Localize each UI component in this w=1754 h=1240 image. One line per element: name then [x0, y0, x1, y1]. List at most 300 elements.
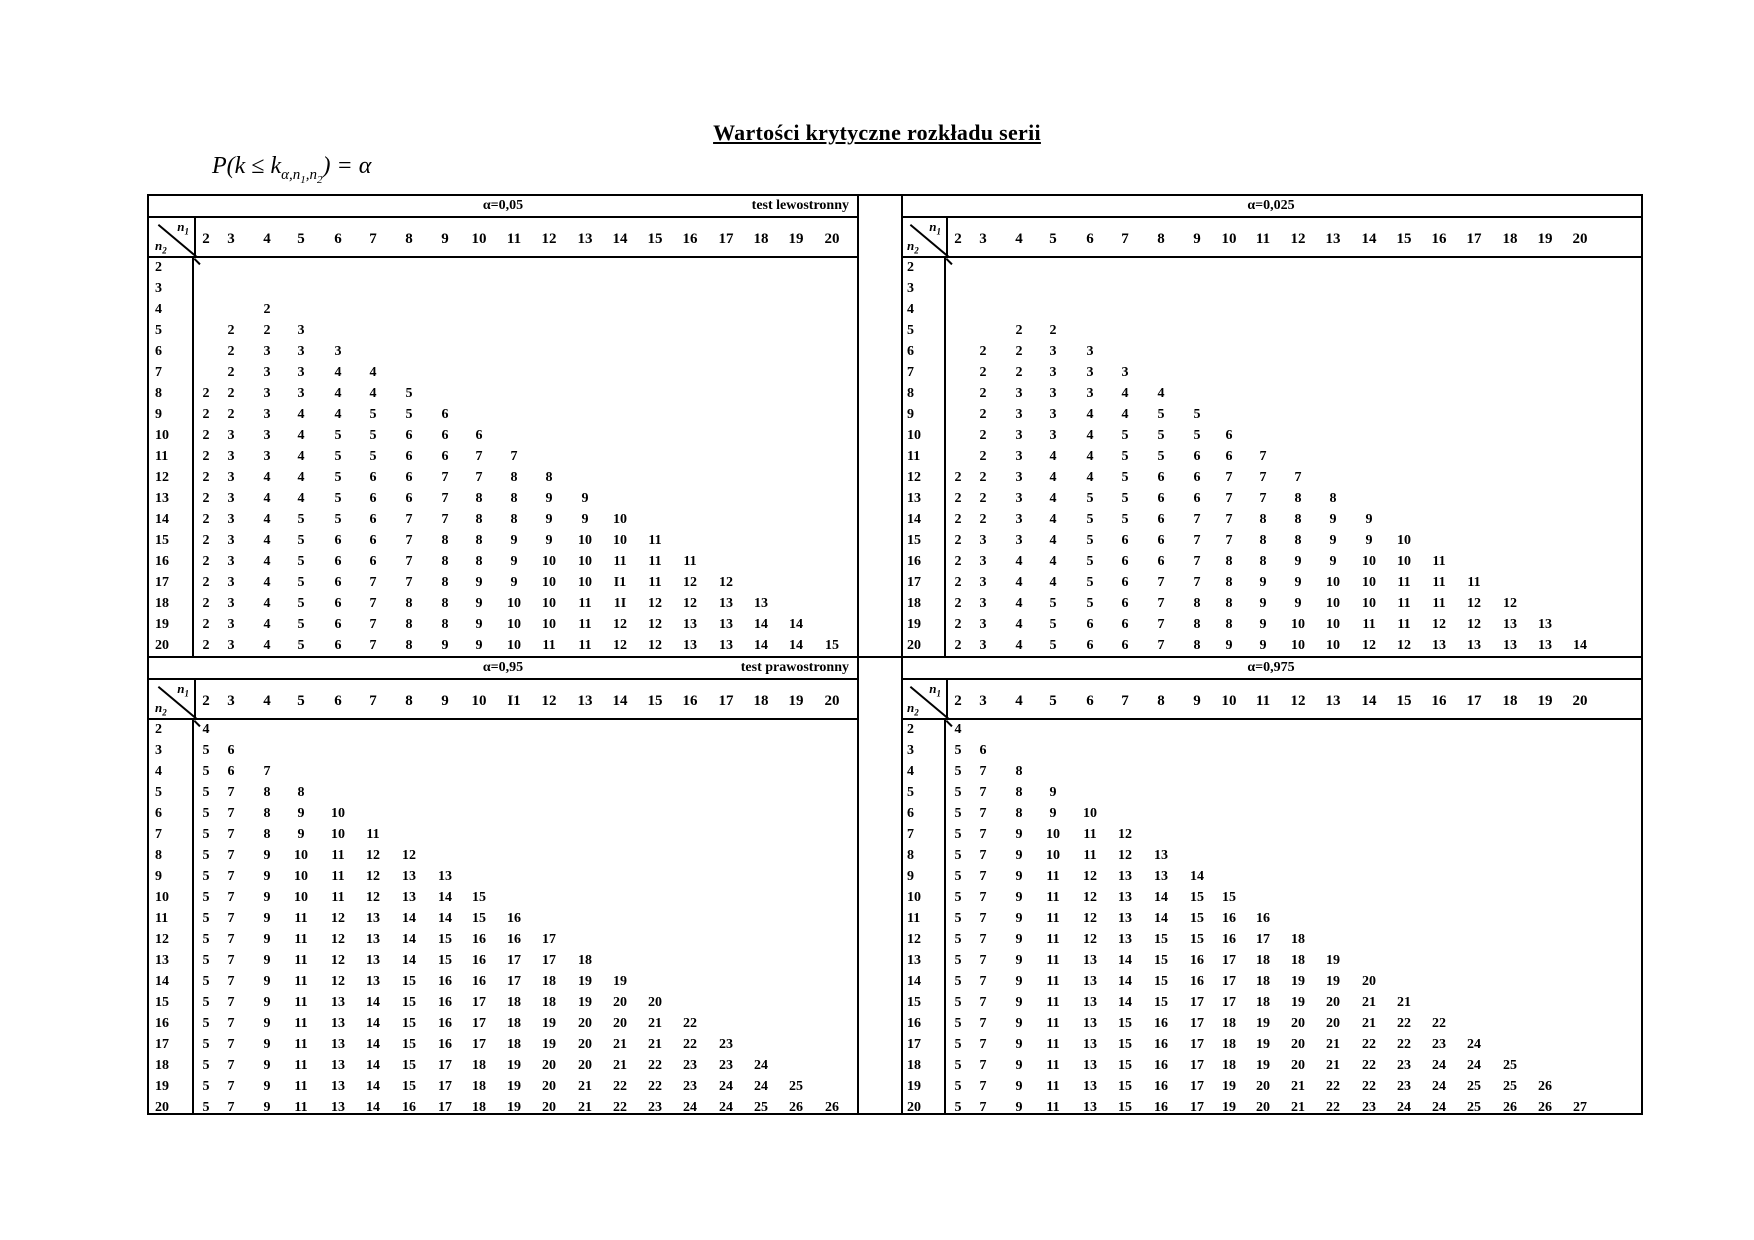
table-cell: 13: [1083, 995, 1097, 1010]
table-cell: 15: [472, 890, 486, 905]
column-header: 5: [297, 231, 305, 247]
table-cell: 9: [1259, 638, 1267, 653]
table-cell: 11: [1397, 575, 1411, 590]
table-cell: 6: [334, 638, 342, 653]
corner-cell: [901, 680, 948, 718]
table-cell: 13: [1083, 1100, 1097, 1115]
corner-n2: [155, 700, 167, 718]
table-cell: 11: [542, 638, 556, 653]
table-cell: 23: [683, 1058, 697, 1073]
table-cell: 12: [331, 953, 345, 968]
table-cell: 11: [1432, 575, 1446, 590]
table-cell: 9: [581, 512, 589, 527]
table-cell: 13: [1083, 1016, 1097, 1031]
table-cell: 3: [979, 554, 987, 569]
table-cell: 15: [1190, 932, 1204, 947]
column-header: 6: [1086, 231, 1094, 247]
row-label: 11: [155, 911, 169, 926]
table-cell: 4: [1015, 638, 1023, 653]
table-cell: 8: [405, 638, 413, 653]
table-cell: 8: [263, 785, 271, 800]
alpha-label: α=0,95: [482, 660, 524, 675]
table-cell: 4: [1049, 470, 1057, 485]
table-cell: 14: [438, 911, 452, 926]
formula: [212, 153, 371, 186]
table-cell: 16: [1154, 1079, 1168, 1094]
body-diagonal-mark: [946, 258, 953, 265]
table-cell: 3: [1015, 428, 1023, 443]
table-cell: 12: [1432, 617, 1446, 632]
table-cell: 13: [1467, 638, 1481, 653]
table-cell: 7: [227, 1016, 235, 1031]
table-cell: 8: [441, 575, 449, 590]
table-cell: 15: [1190, 890, 1204, 905]
table-cell: 2: [202, 407, 210, 422]
table-cell: 2: [227, 365, 235, 380]
table-cell: 11: [1046, 911, 1060, 926]
table-cell: 2: [202, 554, 210, 569]
table-cell: 5: [954, 1037, 962, 1052]
table-cell: 11: [1046, 869, 1060, 884]
table-cell: 23: [1397, 1079, 1411, 1094]
row-label: 5: [907, 323, 914, 338]
row-label: 10: [155, 890, 169, 905]
table-cell: 21: [578, 1100, 592, 1115]
row-label: 12: [155, 470, 169, 485]
table-cell: 2: [954, 638, 962, 653]
column-header: 15: [1396, 231, 1412, 247]
table-cell: 3: [1015, 449, 1023, 464]
table-cell: I1: [613, 575, 627, 590]
table-cell: 5: [202, 1058, 210, 1073]
table-cell: 10: [1326, 575, 1340, 590]
column-header: 18: [1502, 231, 1518, 247]
table-cell: 11: [1046, 1058, 1060, 1073]
table-cell: 9: [1294, 575, 1302, 590]
table-cell: 10: [1362, 554, 1376, 569]
table-cell: 6: [1193, 470, 1201, 485]
table-cell: 4: [297, 470, 305, 485]
table-cell: 11: [648, 575, 662, 590]
table-cell: 8: [1225, 575, 1233, 590]
table-cell: 12: [719, 575, 733, 590]
panel-header: [901, 658, 1641, 680]
formula-rhs: ) = α: [322, 153, 372, 179]
table-cell: 12: [402, 848, 416, 863]
table-cell: 17: [472, 1016, 486, 1031]
column-header: 12: [541, 693, 557, 709]
column-header: 9: [1193, 231, 1201, 247]
table-cell: 11: [1397, 596, 1411, 611]
table-cell: 3: [1015, 533, 1023, 548]
table-cell: 7: [227, 995, 235, 1010]
table-body: [901, 258, 1641, 658]
table-cell: 10: [542, 596, 556, 611]
table-cell: 13: [1118, 890, 1132, 905]
table-cell: 10: [331, 827, 345, 842]
table-cell: 13: [1154, 848, 1168, 863]
row-label: 6: [907, 344, 914, 359]
table-cell: 21: [1291, 1079, 1305, 1094]
table-cell: 9: [545, 512, 553, 527]
table-cell: 6: [1157, 554, 1165, 569]
table-cell: 8: [1225, 554, 1233, 569]
table-cell: 9: [1015, 890, 1023, 905]
table-cell: 11: [1046, 1100, 1060, 1115]
table-cell: 18: [542, 995, 556, 1010]
formula-sub-1: 1: [300, 173, 306, 186]
row-label: 8: [155, 386, 162, 401]
table-cell: 1I: [613, 596, 627, 611]
table-cell: 21: [1362, 1016, 1376, 1031]
corner-n1: [177, 681, 189, 699]
table-cell: 16: [472, 932, 486, 947]
column-header: 14: [1361, 693, 1377, 709]
table-cell: 4: [1049, 512, 1057, 527]
table-cell: 3: [1015, 470, 1023, 485]
table-cell: 8: [510, 512, 518, 527]
table-cell: 16: [1222, 911, 1236, 926]
table-cell: 5: [202, 764, 210, 779]
table-cell: 9: [263, 911, 271, 926]
table-cell: 11: [294, 974, 308, 989]
table-cell: 9: [1259, 596, 1267, 611]
table-cell: 14: [1118, 953, 1132, 968]
table-cell: 3: [227, 512, 235, 527]
table-cell: 4: [297, 407, 305, 422]
formula-sub-2: 2: [317, 173, 323, 186]
table-cell: 18: [1291, 953, 1305, 968]
table-cell: 15: [402, 1016, 416, 1031]
table-cell: 5: [1193, 428, 1201, 443]
column-header: 17: [1466, 693, 1482, 709]
table-cell: 5: [202, 1100, 210, 1115]
table-cell: 15: [1118, 1058, 1132, 1073]
table-cell: 24: [754, 1079, 768, 1094]
table-cell: 3: [227, 617, 235, 632]
table-cell: 8: [1225, 617, 1233, 632]
corner-n2-sub: 2: [914, 708, 919, 718]
table-cell: 4: [1086, 428, 1094, 443]
table-cell: 6: [1157, 533, 1165, 548]
table-cell: 12: [648, 638, 662, 653]
row-label: 5: [907, 785, 914, 800]
table-cell: 5: [954, 743, 962, 758]
table-cell: 13: [1118, 932, 1132, 947]
row-label: 19: [155, 1079, 169, 1094]
table-cell: 17: [1190, 1100, 1204, 1115]
table-cell: 8: [545, 470, 553, 485]
table-cell: 18: [507, 1016, 521, 1031]
table-cell: 21: [578, 1079, 592, 1094]
table-cell: 10: [613, 512, 627, 527]
table-cell: 7: [263, 764, 271, 779]
row-label: 15: [155, 995, 169, 1010]
table-cell: 20: [578, 1058, 592, 1073]
column-header: 13: [577, 231, 593, 247]
table-cell: 14: [789, 638, 803, 653]
table-cell: 3: [227, 470, 235, 485]
panel-br: [901, 658, 1641, 1113]
panel-tr: [901, 196, 1641, 658]
table-cell: 8: [475, 533, 483, 548]
table-cell: 24: [719, 1100, 733, 1115]
corner-n1-letter: n: [929, 219, 937, 234]
table-cell: 3: [979, 617, 987, 632]
table-cell: 14: [366, 1100, 380, 1115]
column-header: 7: [1121, 693, 1129, 709]
table-cell: 3: [263, 428, 271, 443]
table-cell: 9: [1015, 1079, 1023, 1094]
row-label: 12: [907, 932, 921, 947]
table-cell: 19: [1326, 953, 1340, 968]
table-cell: 5: [202, 743, 210, 758]
corner-n2-sub: 2: [914, 246, 919, 256]
table-cell: 13: [1538, 638, 1552, 653]
table-cell: 18: [1256, 953, 1270, 968]
table-cell: 7: [979, 785, 987, 800]
table-cell: 13: [1503, 638, 1517, 653]
table-cell: 5: [297, 512, 305, 527]
table-cell: 3: [227, 596, 235, 611]
table-cell: 13: [1118, 869, 1132, 884]
panel-tl: [149, 196, 857, 658]
table-cell: 8: [475, 491, 483, 506]
table-cell: 17: [438, 1079, 452, 1094]
table-cell: 8: [475, 554, 483, 569]
table-cell: 19: [1256, 1037, 1270, 1052]
table-cell: 7: [227, 848, 235, 863]
table-cell: 6: [1193, 491, 1201, 506]
row-label: 10: [155, 428, 169, 443]
row-label: 2: [155, 260, 162, 275]
column-header: 2: [202, 231, 210, 247]
table-cell: 20: [542, 1058, 556, 1073]
table-cell: 9: [1015, 1058, 1023, 1073]
table-cell: 9: [263, 1058, 271, 1073]
column-header: 17: [1466, 231, 1482, 247]
column-header-row: [901, 218, 1641, 258]
table-cell: 22: [683, 1037, 697, 1052]
table-cell: 9: [1259, 575, 1267, 590]
table-cell: 7: [979, 953, 987, 968]
table-cell: 5: [1157, 407, 1165, 422]
table-cell: 4: [1015, 554, 1023, 569]
table-cell: 17: [542, 953, 556, 968]
table-cell: 3: [1015, 407, 1023, 422]
table-cell: 8: [405, 596, 413, 611]
table-cell: 8: [1259, 554, 1267, 569]
table-cell: 8: [1294, 533, 1302, 548]
table-cell: 7: [227, 911, 235, 926]
table-cell: 2: [954, 575, 962, 590]
table-cell: 4: [1157, 386, 1165, 401]
table-cell: 5: [202, 1037, 210, 1052]
table-cell: 4: [297, 491, 305, 506]
row-label: 15: [907, 533, 921, 548]
table-cell: 4: [263, 596, 271, 611]
table-cell: 8: [441, 617, 449, 632]
table-cell: 5: [202, 1079, 210, 1094]
table-cell: 7: [227, 806, 235, 821]
table-cell: 7: [1157, 617, 1165, 632]
table-cell: 16: [438, 1016, 452, 1031]
corner-cell: [901, 218, 948, 256]
table-cell: 10: [1326, 596, 1340, 611]
table-cell: 19: [507, 1100, 521, 1115]
table-cell: 9: [1049, 806, 1057, 821]
column-header: 4: [263, 693, 271, 709]
table-body: [149, 258, 857, 658]
table-cell: 2: [202, 596, 210, 611]
row-label: 9: [155, 869, 162, 884]
table-cell: 11: [331, 848, 345, 863]
table-cell: 17: [507, 953, 521, 968]
column-header: 5: [1049, 693, 1057, 709]
table-cell: 2: [954, 554, 962, 569]
table-cell: 3: [227, 533, 235, 548]
table-cell: 13: [402, 869, 416, 884]
table-cell: 10: [542, 617, 556, 632]
table-cell: 14: [402, 932, 416, 947]
table-cell: 9: [1015, 1016, 1023, 1031]
table-cell: 26: [1538, 1100, 1552, 1115]
table-cell: 18: [1291, 932, 1305, 947]
table-cell: 16: [1154, 1100, 1168, 1115]
table-cell: 8: [475, 512, 483, 527]
table-cell: 18: [578, 953, 592, 968]
row-label: 11: [155, 449, 169, 464]
table-cell: 11: [1083, 827, 1097, 842]
panel-bl: [149, 658, 857, 1113]
column-header: 2: [954, 693, 962, 709]
table-cell: 7: [1193, 512, 1201, 527]
table-cell: 19: [1326, 974, 1340, 989]
row-label: 17: [155, 575, 169, 590]
table-cell: 24: [1467, 1058, 1481, 1073]
column-header: 14: [1361, 231, 1377, 247]
table-cell: 15: [1154, 995, 1168, 1010]
table-cell: 2: [202, 575, 210, 590]
table-cell: 5: [954, 911, 962, 926]
table-cell: 11: [1046, 995, 1060, 1010]
column-header: 8: [405, 231, 413, 247]
formula-sub-alpha: α,n: [281, 166, 301, 183]
table-cell: 6: [475, 428, 483, 443]
table-cell: 11: [648, 533, 662, 548]
table-cell: 7: [979, 806, 987, 821]
column-header: 16: [682, 693, 698, 709]
table-cell: 10: [1362, 575, 1376, 590]
table-cell: 22: [683, 1016, 697, 1031]
table-cell: 6: [405, 449, 413, 464]
table-cell: 3: [297, 386, 305, 401]
table-cell: 5: [1086, 554, 1094, 569]
table-cell: 10: [1397, 533, 1411, 548]
table-cell: 2: [979, 428, 987, 443]
corner-n1: [929, 219, 941, 237]
table-cell: 3: [297, 365, 305, 380]
column-header: 5: [1049, 231, 1057, 247]
table-cell: 9: [1015, 827, 1023, 842]
column-header: 5: [297, 693, 305, 709]
table-cell: 2: [202, 638, 210, 653]
table-cell: 2: [202, 428, 210, 443]
table-cell: 25: [789, 1079, 803, 1094]
alpha-label: α=0,05: [482, 198, 524, 213]
column-header: 15: [1396, 693, 1412, 709]
table-cell: 18: [542, 974, 556, 989]
row-label: 2: [907, 260, 914, 275]
table-cell: 8: [441, 533, 449, 548]
table-cell: 12: [366, 869, 380, 884]
table-cell: 19: [1291, 974, 1305, 989]
table-cell: 7: [441, 491, 449, 506]
table-cell: 11: [294, 1016, 308, 1031]
table-cell: 19: [1222, 1079, 1236, 1094]
table-cell: 5: [1086, 512, 1094, 527]
table-cell: 18: [1222, 1016, 1236, 1031]
column-header: 13: [1325, 693, 1341, 709]
table-cell: 6: [1086, 617, 1094, 632]
table-cell: 4: [297, 428, 305, 443]
table-cell: 9: [1365, 512, 1373, 527]
table-cell: 20: [1256, 1079, 1270, 1094]
table-cell: 4: [263, 512, 271, 527]
column-header: 6: [334, 231, 342, 247]
table-cell: 9: [1225, 638, 1233, 653]
row-label: 20: [907, 638, 921, 653]
panel-header: [901, 196, 1641, 218]
table-cell: 3: [1121, 365, 1129, 380]
column-header: 10: [1221, 231, 1237, 247]
table-cell: 4: [263, 554, 271, 569]
table-cell: 12: [1467, 617, 1481, 632]
table-cell: 4: [1049, 554, 1057, 569]
table-cell: 23: [719, 1058, 733, 1073]
table-cell: 6: [1193, 449, 1201, 464]
column-header: 3: [979, 693, 987, 709]
column-header: 19: [788, 231, 804, 247]
table-cell: 3: [1086, 386, 1094, 401]
table-cell: 9: [1329, 512, 1337, 527]
column-header: 10: [471, 693, 487, 709]
table-cell: 6: [1157, 512, 1165, 527]
table-cell: 23: [1362, 1100, 1376, 1115]
table-cell: 5: [954, 1058, 962, 1073]
table-cell: 7: [405, 533, 413, 548]
table-cell: 6: [405, 491, 413, 506]
table-cell: 19: [1256, 1016, 1270, 1031]
table-cell: 5: [954, 785, 962, 800]
table-cell: 5: [1049, 596, 1057, 611]
table-cell: 16: [507, 911, 521, 926]
column-header: 3: [227, 231, 235, 247]
table-cell: 10: [331, 806, 345, 821]
table-cell: 5: [954, 974, 962, 989]
table-cell: 4: [1015, 575, 1023, 590]
column-header: 20: [1572, 693, 1588, 709]
table-cell: 13: [1083, 974, 1097, 989]
table-cell: 2: [202, 512, 210, 527]
column-header: 18: [1502, 693, 1518, 709]
table-cell: 13: [438, 869, 452, 884]
table-cell: 9: [475, 596, 483, 611]
table-cell: 10: [294, 890, 308, 905]
column-header: 16: [1431, 693, 1447, 709]
column-header: 6: [1086, 693, 1094, 709]
row-label: 3: [155, 281, 162, 296]
